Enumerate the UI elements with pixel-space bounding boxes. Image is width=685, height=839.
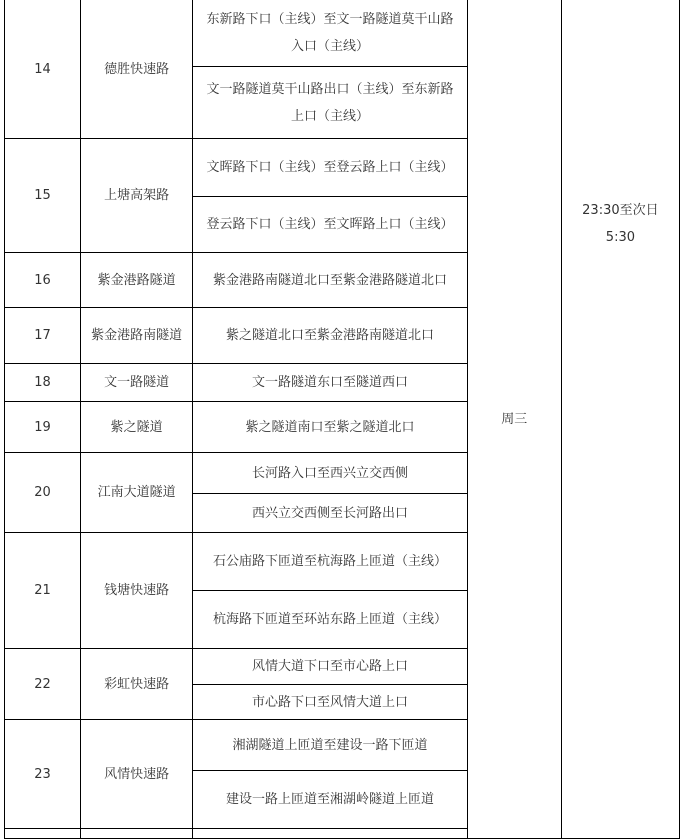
spacer-cell <box>193 829 467 839</box>
section-cell: 杭海路下匝道至环站东路上匝道（主线） <box>193 591 467 649</box>
row-number: 17 <box>5 308 81 364</box>
road-name: 紫金港路南隧道 <box>81 308 193 364</box>
road-name: 上塘高架路 <box>81 139 193 253</box>
road-name: 德胜快速路 <box>81 0 193 139</box>
row-number: 18 <box>5 364 81 402</box>
road-name: 文一路隧道 <box>81 364 193 402</box>
spacer-cell <box>81 829 193 839</box>
row-number: 21 <box>5 533 81 649</box>
section-cell: 紫之隧道南口至紫之隧道北口 <box>193 402 467 453</box>
section-cell: 文晖路下口（主线）至登云路上口（主线） <box>193 139 467 197</box>
road-name: 紫金港路隧道 <box>81 253 193 308</box>
section-cell: 紫金港路南隧道北口至紫金港路隧道北口 <box>193 253 467 308</box>
section-cell: 市心路下口至风情大道上口 <box>193 685 467 720</box>
closure-schedule-table <box>4 0 680 839</box>
row-number: 19 <box>5 402 81 453</box>
section-cell: 西兴立交西侧至长河路出口 <box>193 494 467 533</box>
row-number: 16 <box>5 253 81 308</box>
section-cell: 文一路隧道东口至隧道西口 <box>193 364 467 402</box>
row-number: 14 <box>5 0 81 139</box>
table-row <box>5 0 680 67</box>
section-cell: 湘湖隧道上匝道至建设一路下匝道 <box>193 720 467 771</box>
row-number: 20 <box>5 453 81 533</box>
time-cell: 23:30至次日5:30 <box>561 0 679 253</box>
section-cell: 石公庙路下匝道至杭海路上匝道（主线） <box>193 533 467 591</box>
section-cell: 建设一路上匝道至湘湖岭隧道上匝道 <box>193 771 467 829</box>
section-cell: 东新路下口（主线）至文一路隧道莫干山路入口（主线） <box>193 0 467 67</box>
road-name: 紫之隧道 <box>81 402 193 453</box>
road-name: 钱塘快速路 <box>81 533 193 649</box>
row-number: 15 <box>5 139 81 253</box>
row-number: 22 <box>5 649 81 720</box>
road-name: 江南大道隧道 <box>81 453 193 533</box>
road-name: 彩虹快速路 <box>81 649 193 720</box>
section-cell: 长河路入口至西兴立交西侧 <box>193 453 467 494</box>
section-cell: 文一路隧道莫干山路出口（主线）至东新路上口（主线） <box>193 67 467 139</box>
section-cell: 风情大道下口至市心路上口 <box>193 649 467 685</box>
section-cell: 紫之隧道北口至紫金港路南隧道北口 <box>193 308 467 364</box>
road-name: 风情快速路 <box>81 720 193 829</box>
weekday-cell: 周三 <box>467 0 561 839</box>
section-cell: 登云路下口（主线）至文晖路上口（主线） <box>193 197 467 253</box>
table-row <box>5 253 680 308</box>
row-number: 23 <box>5 720 81 829</box>
spacer-cell <box>5 829 81 839</box>
time-cell-continued <box>561 253 679 839</box>
